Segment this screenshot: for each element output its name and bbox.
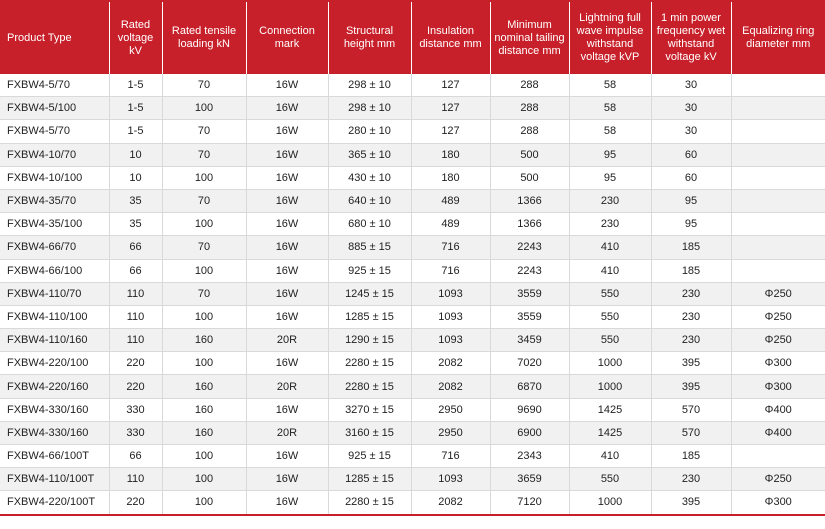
table-cell: 2950 xyxy=(411,421,490,444)
column-header: Lightning full wave impulse withstand voltage kVP xyxy=(569,1,651,74)
header-row xyxy=(0,1,825,74)
table-cell: 1425 xyxy=(569,398,651,421)
table-cell: 230 xyxy=(651,329,731,352)
table-cell: 16W xyxy=(246,74,328,97)
table-cell: 110 xyxy=(109,468,162,491)
table-cell: 2343 xyxy=(490,445,569,468)
table-row xyxy=(0,375,825,398)
table-cell: 58 xyxy=(569,74,651,97)
table-cell: 16W xyxy=(246,143,328,166)
table-cell: 230 xyxy=(569,213,651,236)
table-cell: 410 xyxy=(569,236,651,259)
table-cell: 1290 ± 15 xyxy=(328,329,411,352)
table-cell: FXBW4-66/70 xyxy=(0,236,109,259)
table-cell: 1093 xyxy=(411,305,490,328)
table-cell: FXBW4-220/160 xyxy=(0,375,109,398)
table-cell: 60 xyxy=(651,143,731,166)
table-cell: 100 xyxy=(162,445,246,468)
table-cell: 489 xyxy=(411,213,490,236)
table-cell xyxy=(731,74,825,97)
table-cell: 20R xyxy=(246,375,328,398)
table-cell: 500 xyxy=(490,166,569,189)
table-cell: 30 xyxy=(651,97,731,120)
table-cell: 280 ± 10 xyxy=(328,120,411,143)
table-cell: FXBW4-35/70 xyxy=(0,189,109,212)
table-row xyxy=(0,305,825,328)
table-cell: 185 xyxy=(651,259,731,282)
table-cell xyxy=(731,166,825,189)
table-cell: 1093 xyxy=(411,282,490,305)
table-cell: 330 xyxy=(109,421,162,444)
table-cell: 2280 ± 15 xyxy=(328,352,411,375)
table-cell: 1093 xyxy=(411,468,490,491)
table-cell: 298 ± 10 xyxy=(328,74,411,97)
table-cell: 100 xyxy=(162,166,246,189)
table-cell: Φ250 xyxy=(731,468,825,491)
column-header: Equalizing ring diameter mm xyxy=(731,1,825,74)
table-cell: 10 xyxy=(109,166,162,189)
table-cell: 430 ± 10 xyxy=(328,166,411,189)
table-cell: 680 ± 10 xyxy=(328,213,411,236)
table-cell: 2082 xyxy=(411,352,490,375)
table-row xyxy=(0,282,825,305)
table-cell: FXBW4-66/100 xyxy=(0,259,109,282)
table-cell: 95 xyxy=(651,213,731,236)
table-cell: 185 xyxy=(651,236,731,259)
table-row xyxy=(0,421,825,444)
table-cell: 330 xyxy=(109,398,162,421)
column-header: Connection mark xyxy=(246,1,328,74)
table-cell: 220 xyxy=(109,491,162,515)
table-cell: 16W xyxy=(246,491,328,515)
column-header: Rated voltage kV xyxy=(109,1,162,74)
table-cell: 16W xyxy=(246,120,328,143)
table-cell: 127 xyxy=(411,97,490,120)
table-cell: 2082 xyxy=(411,375,490,398)
table-cell: 95 xyxy=(569,143,651,166)
table-cell: 1245 ± 15 xyxy=(328,282,411,305)
table-row xyxy=(0,329,825,352)
column-header: Structural height mm xyxy=(328,1,411,74)
table-cell: FXBW4-10/100 xyxy=(0,166,109,189)
table-cell: 100 xyxy=(162,259,246,282)
table-cell: 570 xyxy=(651,398,731,421)
table-cell: 160 xyxy=(162,329,246,352)
table-cell: 1-5 xyxy=(109,74,162,97)
table-cell: Φ250 xyxy=(731,329,825,352)
table-row xyxy=(0,120,825,143)
table-cell: 1366 xyxy=(490,213,569,236)
table-cell: 16W xyxy=(246,352,328,375)
table-cell: 220 xyxy=(109,352,162,375)
table-cell: 2280 ± 15 xyxy=(328,491,411,515)
table-cell: 1285 ± 15 xyxy=(328,468,411,491)
table-cell: 1425 xyxy=(569,421,651,444)
table-cell: 180 xyxy=(411,143,490,166)
table-cell: 1000 xyxy=(569,491,651,515)
table-cell: FXBW4-35/100 xyxy=(0,213,109,236)
table-header xyxy=(0,1,825,74)
table-cell: 395 xyxy=(651,491,731,515)
table-cell: 1285 ± 15 xyxy=(328,305,411,328)
table-row xyxy=(0,74,825,97)
table-cell: 100 xyxy=(162,97,246,120)
table-cell: 1-5 xyxy=(109,120,162,143)
table-cell: 298 ± 10 xyxy=(328,97,411,120)
table-cell: 9690 xyxy=(490,398,569,421)
table-cell: 1000 xyxy=(569,352,651,375)
table-cell: 58 xyxy=(569,120,651,143)
table-cell xyxy=(731,120,825,143)
table-cell xyxy=(731,189,825,212)
table-cell xyxy=(731,445,825,468)
table-cell: 716 xyxy=(411,259,490,282)
table-cell: 160 xyxy=(162,375,246,398)
table-cell xyxy=(731,97,825,120)
table-cell: 16W xyxy=(246,445,328,468)
table-cell: 230 xyxy=(651,282,731,305)
table-cell: Φ300 xyxy=(731,375,825,398)
table-row xyxy=(0,259,825,282)
table-cell: 16W xyxy=(246,282,328,305)
table-cell: 7120 xyxy=(490,491,569,515)
table-cell: 100 xyxy=(162,491,246,515)
table-cell: 66 xyxy=(109,445,162,468)
table-cell xyxy=(731,213,825,236)
table-cell: 16W xyxy=(246,468,328,491)
table-cell: 1093 xyxy=(411,329,490,352)
table-cell: 3659 xyxy=(490,468,569,491)
table-cell: 16W xyxy=(246,97,328,120)
table-row xyxy=(0,189,825,212)
table-cell: 2280 ± 15 xyxy=(328,375,411,398)
table-cell: 550 xyxy=(569,329,651,352)
column-header: Minimum nominal tailing distance mm xyxy=(490,1,569,74)
table-cell: Φ400 xyxy=(731,421,825,444)
table-cell: FXBW4-110/100 xyxy=(0,305,109,328)
table-cell: 395 xyxy=(651,352,731,375)
table-row xyxy=(0,398,825,421)
table-cell: 288 xyxy=(490,120,569,143)
table-cell: 110 xyxy=(109,305,162,328)
table-cell: 2243 xyxy=(490,259,569,282)
table-cell: 1000 xyxy=(569,375,651,398)
table-cell: 127 xyxy=(411,120,490,143)
table-cell: 3559 xyxy=(490,282,569,305)
table-cell: 230 xyxy=(651,468,731,491)
table-cell: 395 xyxy=(651,375,731,398)
table-cell: 70 xyxy=(162,120,246,143)
table-cell: 60 xyxy=(651,166,731,189)
table-cell: 70 xyxy=(162,282,246,305)
table-cell: FXBW4-5/70 xyxy=(0,120,109,143)
table-row xyxy=(0,468,825,491)
table-cell: FXBW4-330/160 xyxy=(0,398,109,421)
table-cell: FXBW4-330/160 xyxy=(0,421,109,444)
table-cell: 6870 xyxy=(490,375,569,398)
table-cell: 16W xyxy=(246,166,328,189)
table-row xyxy=(0,352,825,375)
table-cell: 550 xyxy=(569,282,651,305)
table-cell: 288 xyxy=(490,74,569,97)
table-row xyxy=(0,491,825,515)
table-cell: 16W xyxy=(246,398,328,421)
table-cell: 2950 xyxy=(411,398,490,421)
table-row xyxy=(0,143,825,166)
table-cell: 95 xyxy=(569,166,651,189)
table-cell: 185 xyxy=(651,445,731,468)
table-cell: 95 xyxy=(651,189,731,212)
table-cell: 410 xyxy=(569,259,651,282)
table-cell: 640 ± 10 xyxy=(328,189,411,212)
table-row xyxy=(0,213,825,236)
table-cell: 16W xyxy=(246,305,328,328)
table-cell xyxy=(731,259,825,282)
table-row xyxy=(0,445,825,468)
table-cell: 410 xyxy=(569,445,651,468)
table-cell: 100 xyxy=(162,213,246,236)
table-cell: 885 ± 15 xyxy=(328,236,411,259)
table-cell: FXBW4-110/160 xyxy=(0,329,109,352)
table-cell: 10 xyxy=(109,143,162,166)
table-cell: 7020 xyxy=(490,352,569,375)
table-cell: 550 xyxy=(569,305,651,328)
table-cell: FXBW4-110/70 xyxy=(0,282,109,305)
table-cell: 925 ± 15 xyxy=(328,259,411,282)
table-cell: 3160 ± 15 xyxy=(328,421,411,444)
table-cell: 550 xyxy=(569,468,651,491)
table-cell: 70 xyxy=(162,189,246,212)
table-cell xyxy=(731,143,825,166)
table-cell: Φ250 xyxy=(731,305,825,328)
table-cell: 365 ± 10 xyxy=(328,143,411,166)
table-cell: 70 xyxy=(162,74,246,97)
table-cell: 288 xyxy=(490,97,569,120)
table-cell: Φ300 xyxy=(764,496,792,509)
table-row xyxy=(0,97,825,120)
table-cell: 220 xyxy=(109,375,162,398)
table-cell: 100 xyxy=(162,468,246,491)
table-cell: 70 xyxy=(162,143,246,166)
table-cell: 58 xyxy=(569,97,651,120)
table-cell: 127 xyxy=(411,74,490,97)
table-cell: FXBW4-5/100 xyxy=(0,97,109,120)
table-cell: 35 xyxy=(109,213,162,236)
table-cell: 20R xyxy=(246,329,328,352)
table-cell: 500 xyxy=(490,143,569,166)
table-cell: 230 xyxy=(651,305,731,328)
table-cell: Φ250 xyxy=(731,282,825,305)
table-cell: FXBW4-110/100T xyxy=(0,468,109,491)
table-cell: Φ400 xyxy=(731,398,825,421)
table-cell: 16W xyxy=(246,236,328,259)
table-cell: 110 xyxy=(109,282,162,305)
table-cell: 30 xyxy=(651,74,731,97)
table-cell: 489 xyxy=(411,189,490,212)
table-cell: 160 xyxy=(162,421,246,444)
table-cell: 20R xyxy=(246,421,328,444)
table-cell: 16W xyxy=(246,189,328,212)
table-cell: 160 xyxy=(162,398,246,421)
table-cell: FXBW4-66/100T xyxy=(0,445,109,468)
table-cell: FXBW4-220/100T xyxy=(0,491,109,515)
table-cell: 100 xyxy=(162,352,246,375)
table-cell: 30 xyxy=(651,120,731,143)
table-row xyxy=(0,236,825,259)
table-cell: 16W xyxy=(246,259,328,282)
table-cell: 925 ± 15 xyxy=(328,445,411,468)
table-cell: 3459 xyxy=(490,329,569,352)
table-cell xyxy=(731,236,825,259)
table-cell: 230 xyxy=(569,189,651,212)
table-body xyxy=(0,74,825,515)
table-cell: 16W xyxy=(246,213,328,236)
table-row xyxy=(0,166,825,189)
column-header: Insulation distance mm xyxy=(411,1,490,74)
table-cell: 570 xyxy=(651,421,731,444)
table-cell: 35 xyxy=(109,189,162,212)
table-cell: 100 xyxy=(162,305,246,328)
table-cell: FXBW4-10/70 xyxy=(0,143,109,166)
table-cell: 6900 xyxy=(490,421,569,444)
table-cell: 716 xyxy=(411,236,490,259)
table-cell: 110 xyxy=(109,329,162,352)
table-cell: 716 xyxy=(411,445,490,468)
table-cell: 2243 xyxy=(490,236,569,259)
table-cell: 70 xyxy=(162,236,246,259)
column-header: Product Type xyxy=(0,1,109,74)
table-cell: 66 xyxy=(109,259,162,282)
table-cell: 3270 ± 15 xyxy=(328,398,411,421)
column-header: 1 min power frequency wet withstand voltage kV xyxy=(651,1,731,74)
table-cell: 3559 xyxy=(490,305,569,328)
table-cell: Φ300 xyxy=(731,352,825,375)
table-cell: 1-5 xyxy=(109,97,162,120)
table-cell: 2082 xyxy=(411,491,490,515)
table-cell: 1366 xyxy=(490,189,569,212)
table-cell: FXBW4-220/100 xyxy=(0,352,109,375)
table-cell: 66 xyxy=(109,236,162,259)
table-cell: 180 xyxy=(411,166,490,189)
column-header: Rated tensile loading kN xyxy=(162,1,246,74)
table-cell: FXBW4-5/70 xyxy=(0,74,109,97)
